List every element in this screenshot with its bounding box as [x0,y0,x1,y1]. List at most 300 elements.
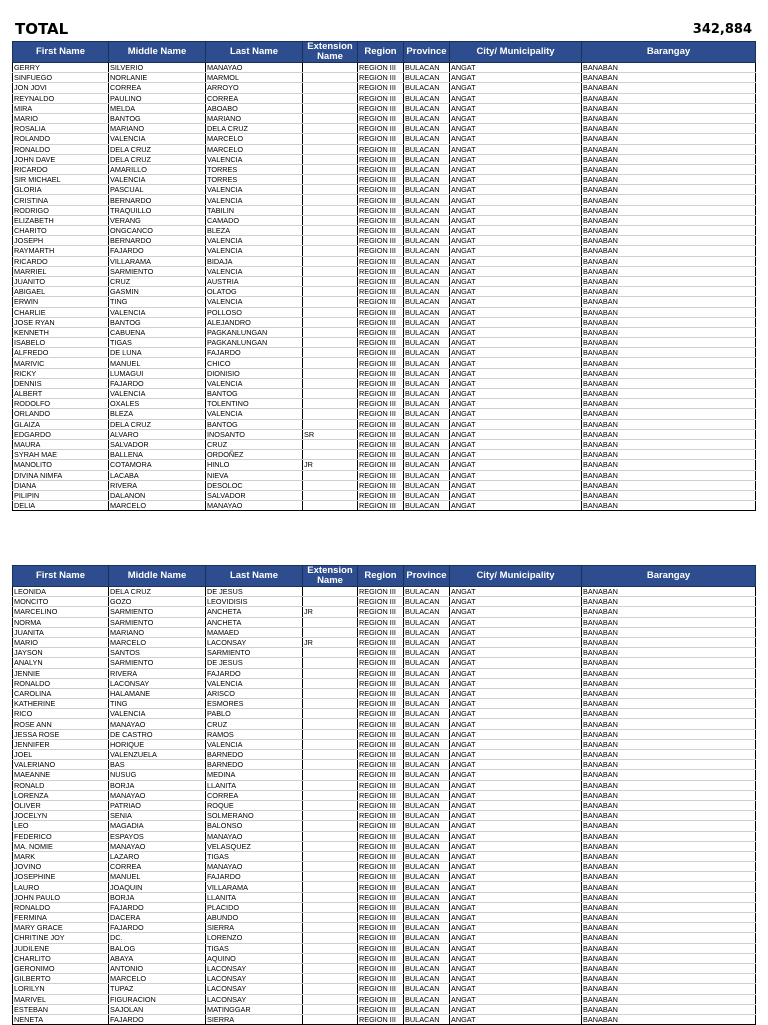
last-name-cell: SIERRA [206,923,303,933]
province-cell: BULACAN [404,358,450,368]
extension-name-cell [303,892,358,902]
table-row [13,933,756,943]
region-cell: REGION III [358,963,404,973]
region-cell: REGION III [358,800,404,810]
first-name-cell: JUDILENE [13,943,109,953]
first-name-cell: CHARLIE [13,307,109,317]
region-cell: REGION III [358,739,404,749]
city-municipality-cell: ANGAT [450,699,582,709]
last-name-cell: DELA CRUZ [206,124,303,134]
province-cell: BULACAN [404,134,450,144]
last-name-cell: ALEJANDRO [206,317,303,327]
table-row [13,648,756,658]
table-row [13,399,756,409]
first-name-cell: JENNIFER [13,739,109,749]
barangay-cell: BANABAN [582,953,756,963]
city-municipality-cell: ANGAT [450,607,582,617]
middle-name-cell: CORREA [109,862,206,872]
region-cell: REGION III [358,760,404,770]
last-name-cell: LLANITA [206,892,303,902]
region-cell: REGION III [358,729,404,739]
region-cell: REGION III [358,943,404,953]
city-municipality-cell: ANGAT [450,154,582,164]
barangay-cell: BANABAN [582,750,756,760]
city-municipality-cell: ANGAT [450,338,582,348]
table-row [13,1014,756,1024]
first-name-cell: SYRAH MAE [13,450,109,460]
extension-name-cell [303,450,358,460]
first-name-cell: CHRITINE JOY [13,933,109,943]
extension-name-cell [303,841,358,851]
province-cell: BULACAN [404,739,450,749]
first-name-cell: DENNIS [13,378,109,388]
region-cell: REGION III [358,307,404,317]
province-cell: BULACAN [404,246,450,256]
city-municipality-cell: ANGAT [450,719,582,729]
province-cell: BULACAN [404,73,450,83]
extension-name-cell [303,811,358,821]
extension-name-cell [303,923,358,933]
table-row [13,739,756,749]
first-name-cell: MARCELINO [13,607,109,617]
first-name-cell: JOSEPHINE [13,872,109,882]
last-name-cell: RAMOS [206,729,303,739]
first-name-cell: CHARLITO [13,953,109,963]
province-cell: BULACAN [404,450,450,460]
barangay-cell: BANABAN [582,195,756,205]
middle-name-cell: VALENCIA [109,307,206,317]
extension-name-cell [303,943,358,953]
region-cell: REGION III [358,399,404,409]
extension-name-cell [303,236,358,246]
first-name-cell: DIVINA NIMFA [13,470,109,480]
first-name-cell: RICARDO [13,164,109,174]
extension-name-cell [303,1004,358,1014]
last-name-cell: FAJARDO [206,872,303,882]
barangay-cell: BANABAN [582,348,756,358]
region-cell: REGION III [358,851,404,861]
city-municipality-cell: ANGAT [450,185,582,195]
last-name-cell: ORDOÑEZ [206,450,303,460]
last-name-cell: TABILIN [206,205,303,215]
middle-name-cell: MARCELO [109,637,206,647]
last-name-cell: VALENCIA [206,409,303,419]
last-name-cell: TIGAS [206,851,303,861]
city-municipality-cell: ANGAT [450,617,582,627]
first-name-cell: MARIO [13,637,109,647]
region-cell: REGION III [358,215,404,225]
last-name-cell: MEDINA [206,770,303,780]
city-municipality-cell: ANGAT [450,821,582,831]
province-cell: BULACAN [404,709,450,719]
city-municipality-cell: ANGAT [450,658,582,668]
region-cell: REGION III [358,246,404,256]
province-cell: BULACAN [404,800,450,810]
barangay-cell: BANABAN [582,256,756,266]
extension-name-cell [303,287,358,297]
middle-name-cell: GASMIN [109,287,206,297]
city-municipality-cell: ANGAT [450,226,582,236]
barangay-cell: BANABAN [582,368,756,378]
province-cell: BULACAN [404,862,450,872]
first-name-cell: ROSE ANN [13,719,109,729]
last-name-cell: CORREA [206,93,303,103]
extension-name-cell [303,800,358,810]
extension-name-cell [303,490,358,500]
barangay-cell: BANABAN [582,470,756,480]
table-row [13,501,756,511]
table-row [13,831,756,841]
middle-name-cell: SARMIENTO [109,658,206,668]
barangay-cell: BANABAN [582,882,756,892]
city-municipality-cell: ANGAT [450,790,582,800]
barangay-cell: BANABAN [582,821,756,831]
middle-name-cell: VALENCIA [109,389,206,399]
city-municipality-cell: ANGAT [450,974,582,984]
last-name-cell: FAJARDO [206,668,303,678]
city-municipality-cell: ANGAT [450,800,582,810]
middle-name-cell: SANTOS [109,648,206,658]
city-municipality-cell: ANGAT [450,994,582,1004]
barangay-cell: BANABAN [582,872,756,882]
last-name-cell: VALENCIA [206,378,303,388]
table-row [13,246,756,256]
table-row [13,770,756,780]
middle-name-cell: VERANG [109,215,206,225]
region-cell: REGION III [358,73,404,83]
first-name-cell: REYNALDO [13,93,109,103]
first-name-cell: DIANA [13,480,109,490]
middle-name-cell: DALANON [109,490,206,500]
extension-name-cell [303,729,358,739]
middle-name-cell: SARMIENTO [109,607,206,617]
extension-name-cell [303,134,358,144]
middle-name-cell: HALAMANE [109,688,206,698]
table-row [13,607,756,617]
table-row [13,800,756,810]
province-cell: BULACAN [404,841,450,851]
table-row [13,637,756,647]
city-municipality-cell: ANGAT [450,73,582,83]
city-municipality-cell: ANGAT [450,902,582,912]
middle-name-cell: MANUEL [109,358,206,368]
province-cell: BULACAN [404,419,450,429]
first-name-cell: JOSE RYAN [13,317,109,327]
header-row [13,42,756,63]
province-cell: BULACAN [404,587,450,597]
extension-name-cell [303,821,358,831]
extension-name-cell [303,587,358,597]
province-cell: BULACAN [404,124,450,134]
barangay-cell: BANABAN [582,103,756,113]
region-cell: REGION III [358,205,404,215]
last-name-cell: POLLOSO [206,307,303,317]
extension-name-cell [303,93,358,103]
city-municipality-cell: ANGAT [450,113,582,123]
first-name-cell: MAEANNE [13,770,109,780]
last-name-cell: DESOLOC [206,480,303,490]
last-name-cell: CAMADO [206,215,303,225]
region-cell: REGION III [358,419,404,429]
table-row [13,63,756,73]
table-row [13,811,756,821]
middle-name-cell: TIGAS [109,338,206,348]
middle-name-cell: MELDA [109,103,206,113]
extension-name-cell [303,113,358,123]
province-cell: BULACAN [404,963,450,973]
first-name-cell: RONALD [13,780,109,790]
province-cell: BULACAN [404,297,450,307]
first-name-cell: ANALYN [13,658,109,668]
city-municipality-cell: ANGAT [450,1014,582,1024]
province-cell: BULACAN [404,943,450,953]
city-municipality-cell: ANGAT [450,760,582,770]
city-municipality-cell: ANGAT [450,480,582,490]
extension-name-cell [303,739,358,749]
barangay-cell: BANABAN [582,450,756,460]
first-name-cell: JOHN PAULO [13,892,109,902]
city-municipality-cell: ANGAT [450,627,582,637]
region-cell: REGION III [358,607,404,617]
extension-name-cell [303,73,358,83]
middle-name-cell: CABUENA [109,327,206,337]
extension-name-cell [303,124,358,134]
region-cell: REGION III [358,287,404,297]
middle-name-cell: LACONSAY [109,678,206,688]
table-row [13,266,756,276]
province-cell: BULACAN [404,790,450,800]
table-row [13,688,756,698]
table-row [13,226,756,236]
barangay-cell: BANABAN [582,811,756,821]
table-row [13,668,756,678]
region-cell: REGION III [358,124,404,134]
first-name-cell: GERRY [13,63,109,73]
city-municipality-cell: ANGAT [450,205,582,215]
city-municipality-cell: ANGAT [450,307,582,317]
first-name-cell: RONALDO [13,144,109,154]
table-row [13,658,756,668]
first-name-cell: LEONIDA [13,587,109,597]
column-header-last-name: Last Name [206,42,303,63]
column-header-middle-name: Middle Name [109,566,206,587]
region-cell: REGION III [358,587,404,597]
barangay-cell: BANABAN [582,266,756,276]
first-name-cell: GILBERTO [13,974,109,984]
table-row [13,882,756,892]
barangay-cell: BANABAN [582,963,756,973]
middle-name-cell: MANAYAO [109,719,206,729]
last-name-cell: DIONISIO [206,368,303,378]
extension-name-cell: JR [303,637,358,647]
table-row [13,358,756,368]
barangay-cell: BANABAN [582,317,756,327]
city-municipality-cell: ANGAT [450,587,582,597]
city-municipality-cell: ANGAT [450,501,582,511]
barangay-cell: BANABAN [582,73,756,83]
barangay-cell: BANABAN [582,358,756,368]
middle-name-cell: DE LUNA [109,348,206,358]
last-name-cell: LACONSAY [206,963,303,973]
barangay-cell: BANABAN [582,780,756,790]
table-row [13,974,756,984]
extension-name-cell [303,862,358,872]
province-cell: BULACAN [404,215,450,225]
province-cell: BULACAN [404,236,450,246]
last-name-cell: ESMORES [206,699,303,709]
region-cell: REGION III [358,450,404,460]
middle-name-cell: ALVARO [109,429,206,439]
first-name-cell: MONCITO [13,597,109,607]
middle-name-cell: MANAYAO [109,841,206,851]
table-row [13,872,756,882]
column-header-first-name: First Name [13,42,109,63]
barangay-cell: BANABAN [582,800,756,810]
city-municipality-cell: ANGAT [450,93,582,103]
region-cell: REGION III [358,627,404,637]
extension-name-cell [303,770,358,780]
column-header-city-municipality: City/ Municipality [450,566,582,587]
middle-name-cell: VALENCIA [109,134,206,144]
first-name-cell: LEO [13,821,109,831]
last-name-cell: MANAYAO [206,63,303,73]
province-cell: BULACAN [404,378,450,388]
extension-name-cell [303,1014,358,1024]
barangay-cell: BANABAN [582,399,756,409]
extension-name-cell [303,627,358,637]
region-cell: REGION III [358,93,404,103]
first-name-cell: OLIVER [13,800,109,810]
extension-name-cell [303,709,358,719]
region-cell: REGION III [358,770,404,780]
column-header-province: Province [404,42,450,63]
extension-name-cell [303,480,358,490]
city-municipality-cell: ANGAT [450,892,582,902]
first-name-cell: JOHN DAVE [13,154,109,164]
last-name-cell: ABOABO [206,103,303,113]
province-cell: BULACAN [404,103,450,113]
province-cell: BULACAN [404,460,450,470]
region-cell: REGION III [358,327,404,337]
first-name-cell: RICARDO [13,256,109,266]
last-name-cell: ARROYO [206,83,303,93]
city-municipality-cell: ANGAT [450,103,582,113]
province-cell: BULACAN [404,902,450,912]
province-cell: BULACAN [404,287,450,297]
province-cell: BULACAN [404,658,450,668]
first-name-cell: ORLANDO [13,409,109,419]
last-name-cell: CRUZ [206,439,303,449]
first-name-cell: JAYSON [13,648,109,658]
barangay-cell: BANABAN [582,205,756,215]
table-row [13,450,756,460]
header-row [13,566,756,587]
table-row [13,587,756,597]
middle-name-cell: ABAYA [109,953,206,963]
first-name-cell: ABIGAEL [13,287,109,297]
barangay-cell: BANABAN [582,913,756,923]
city-municipality-cell: ANGAT [450,134,582,144]
extension-name-cell [303,933,358,943]
province-cell: BULACAN [404,63,450,73]
province-cell: BULACAN [404,205,450,215]
last-name-cell: PLACIDO [206,902,303,912]
extension-name-cell [303,851,358,861]
extension-name-cell [303,872,358,882]
city-municipality-cell: ANGAT [450,862,582,872]
province-cell: BULACAN [404,164,450,174]
last-name-cell: BARNEDO [206,760,303,770]
extension-name-cell [303,246,358,256]
last-name-cell: BARNEDO [206,750,303,760]
first-name-cell: LORENZA [13,790,109,800]
barangay-cell: BANABAN [582,164,756,174]
barangay-cell: BANABAN [582,460,756,470]
extension-name-cell [303,348,358,358]
middle-name-cell: RIVERA [109,480,206,490]
table-row [13,378,756,388]
table-row [13,821,756,831]
region-cell: REGION III [358,953,404,963]
table-row [13,943,756,953]
last-name-cell: ABUNDO [206,913,303,923]
table-row [13,134,756,144]
extension-name-cell [303,195,358,205]
barangay-cell: BANABAN [582,287,756,297]
last-name-cell: LACONSAY [206,637,303,647]
table-row [13,103,756,113]
middle-name-cell: CORREA [109,83,206,93]
column-header-first-name: First Name [13,566,109,587]
barangay-cell: BANABAN [582,831,756,841]
region-cell: REGION III [358,933,404,943]
total-value: 342,884 [692,22,752,37]
first-name-cell: MARRIEL [13,266,109,276]
middle-name-cell: TING [109,699,206,709]
middle-name-cell: FIGURACION [109,994,206,1004]
table-row [13,256,756,266]
province-cell: BULACAN [404,1014,450,1024]
extension-name-cell [303,327,358,337]
middle-name-cell: HORIQUE [109,739,206,749]
last-name-cell: BANTOG [206,419,303,429]
extension-name-cell [303,307,358,317]
table-row [13,348,756,358]
province-cell: BULACAN [404,226,450,236]
middle-name-cell: MAGADIA [109,821,206,831]
first-name-cell: ALBERT [13,389,109,399]
region-cell: REGION III [358,709,404,719]
city-municipality-cell: ANGAT [450,327,582,337]
first-name-cell: MARIVEL [13,994,109,1004]
first-name-cell: MARIVIC [13,358,109,368]
region-cell: REGION III [358,597,404,607]
city-municipality-cell: ANGAT [450,729,582,739]
region-cell: REGION III [358,648,404,658]
last-name-cell: OLATOG [206,287,303,297]
table-row [13,73,756,83]
barangay-cell: BANABAN [582,841,756,851]
region-cell: REGION III [358,460,404,470]
last-name-cell: AUSTRIA [206,276,303,286]
table-row [13,902,756,912]
extension-name-cell [303,154,358,164]
province-cell: BULACAN [404,994,450,1004]
extension-name-cell [303,276,358,286]
last-name-cell: BLEZA [206,226,303,236]
extension-name-cell [303,317,358,327]
province-cell: BULACAN [404,984,450,994]
